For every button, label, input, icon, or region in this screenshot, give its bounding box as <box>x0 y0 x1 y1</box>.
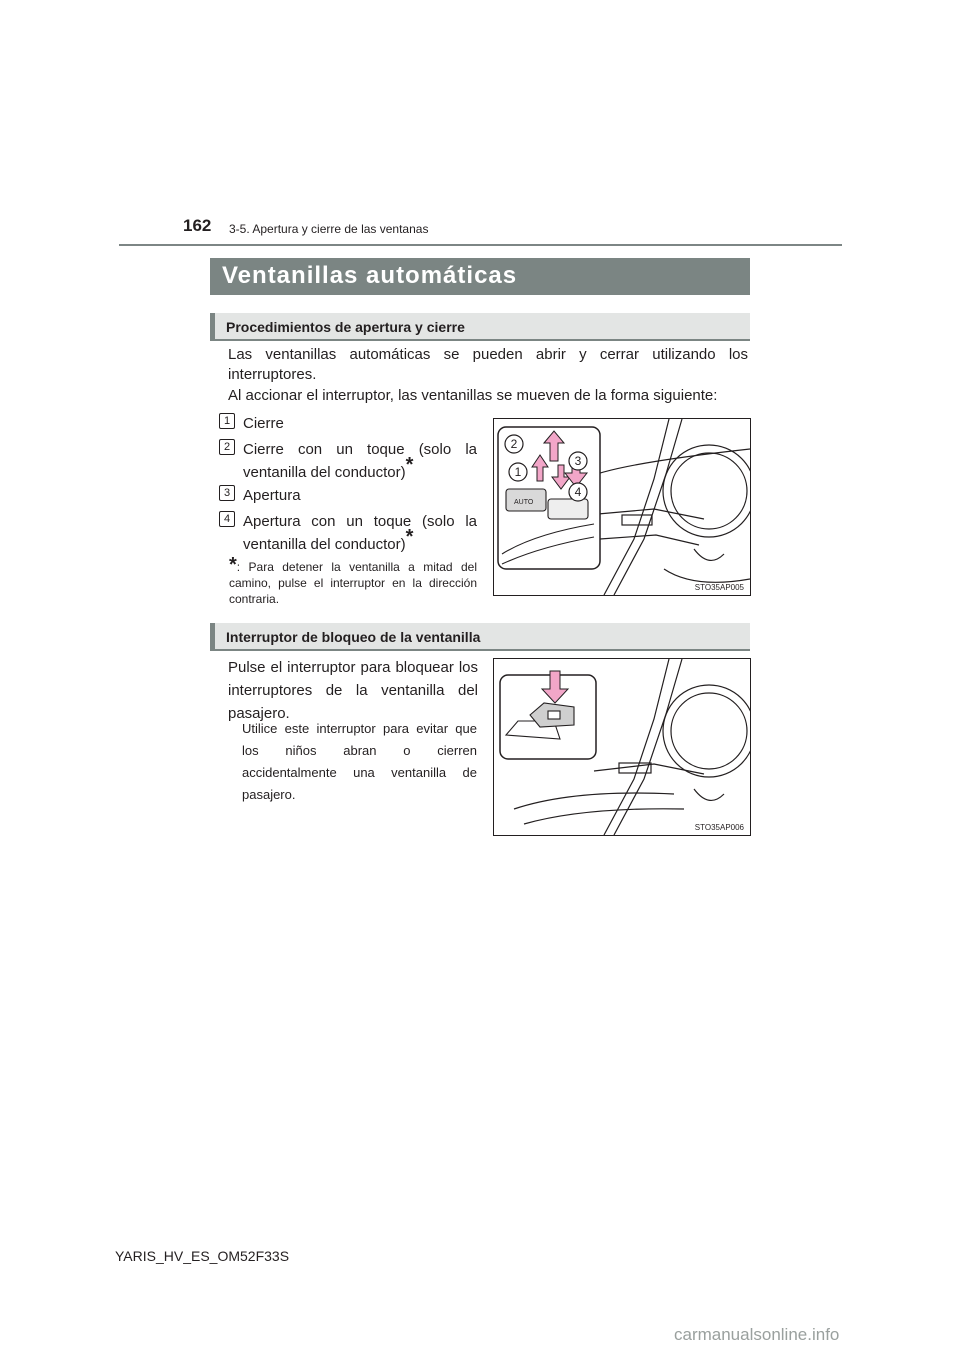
item-4-star: * <box>405 526 414 548</box>
figure-2-code: STO35AP006 <box>694 823 744 832</box>
page-number: 162 <box>183 216 212 235</box>
header-rule <box>119 244 842 246</box>
lock-switch-paragraph: Pulse el interruptor para bloquear los interruptores de la ventanilla del pasajero. <box>228 659 478 722</box>
lock-switch-note: Utilice este interruptor para evitar que los niños abran o cierren accidentalmente una ventanilla de pasajero. <box>242 721 477 802</box>
intro-paragraph: Las ventanillas automáticas se pueden abrir y cerrar utilizando los interruptores. <box>228 346 748 383</box>
figure-window-switch <box>493 418 751 596</box>
item-number-4: 4 <box>219 511 235 527</box>
window-switch-illustration <box>494 419 750 595</box>
subheading-bar <box>210 623 215 649</box>
item-text-3: Apertura <box>243 487 301 504</box>
subheading-lock-switch <box>210 623 750 651</box>
item-4 <box>243 510 477 556</box>
callout-1-label: 1 <box>514 465 522 479</box>
subheading-bar <box>210 313 215 339</box>
callout-4-label: 4 <box>574 485 582 499</box>
intro-paragraph-2: Al accionar el interruptor, las ventanillas se mueven de la forma siguiente: <box>228 387 718 404</box>
section-banner <box>210 258 750 295</box>
subheading-lock-switch-label: Interruptor de bloqueo de la ventanilla <box>226 629 481 645</box>
item-text-4: Apertura con un toque (solo la ventanilla del conductor) <box>243 513 477 553</box>
subheading-procedures <box>210 313 750 341</box>
item-2 <box>243 438 477 484</box>
watermark: carmanualsonline.info <box>674 1325 840 1344</box>
lock-switch-illustration <box>494 659 750 835</box>
item-number-1: 1 <box>219 413 235 429</box>
auto-label: AUTO <box>514 499 534 506</box>
callout-3-label: 3 <box>574 454 582 468</box>
subheading-procedures-label: Procedimientos de apertura y cierre <box>226 319 465 335</box>
footnote-star: * <box>229 554 237 576</box>
item-number-3: 3 <box>219 485 235 501</box>
footnote-text: : Para detener la ventanilla a mitad del camino, pulse el interruptor en la dirección contraria. <box>229 560 477 606</box>
running-head: 3-5. Apertura y cierre de las ventanas <box>229 222 429 236</box>
callout-2-label: 2 <box>510 437 518 451</box>
footnote <box>229 554 477 607</box>
section-title: Ventanillas automáticas <box>222 262 518 289</box>
item-text-2: Cierre con un toque (solo la ventanilla del conductor) <box>243 441 477 481</box>
figure-1-code: STO35AP005 <box>694 583 744 592</box>
figure-lock-switch <box>493 658 751 836</box>
item-2-star: * <box>405 454 414 476</box>
item-text-1: Cierre <box>243 415 284 432</box>
document-code: YARIS_HV_ES_OM52F33S <box>115 1248 290 1264</box>
item-number-2: 2 <box>219 439 235 455</box>
